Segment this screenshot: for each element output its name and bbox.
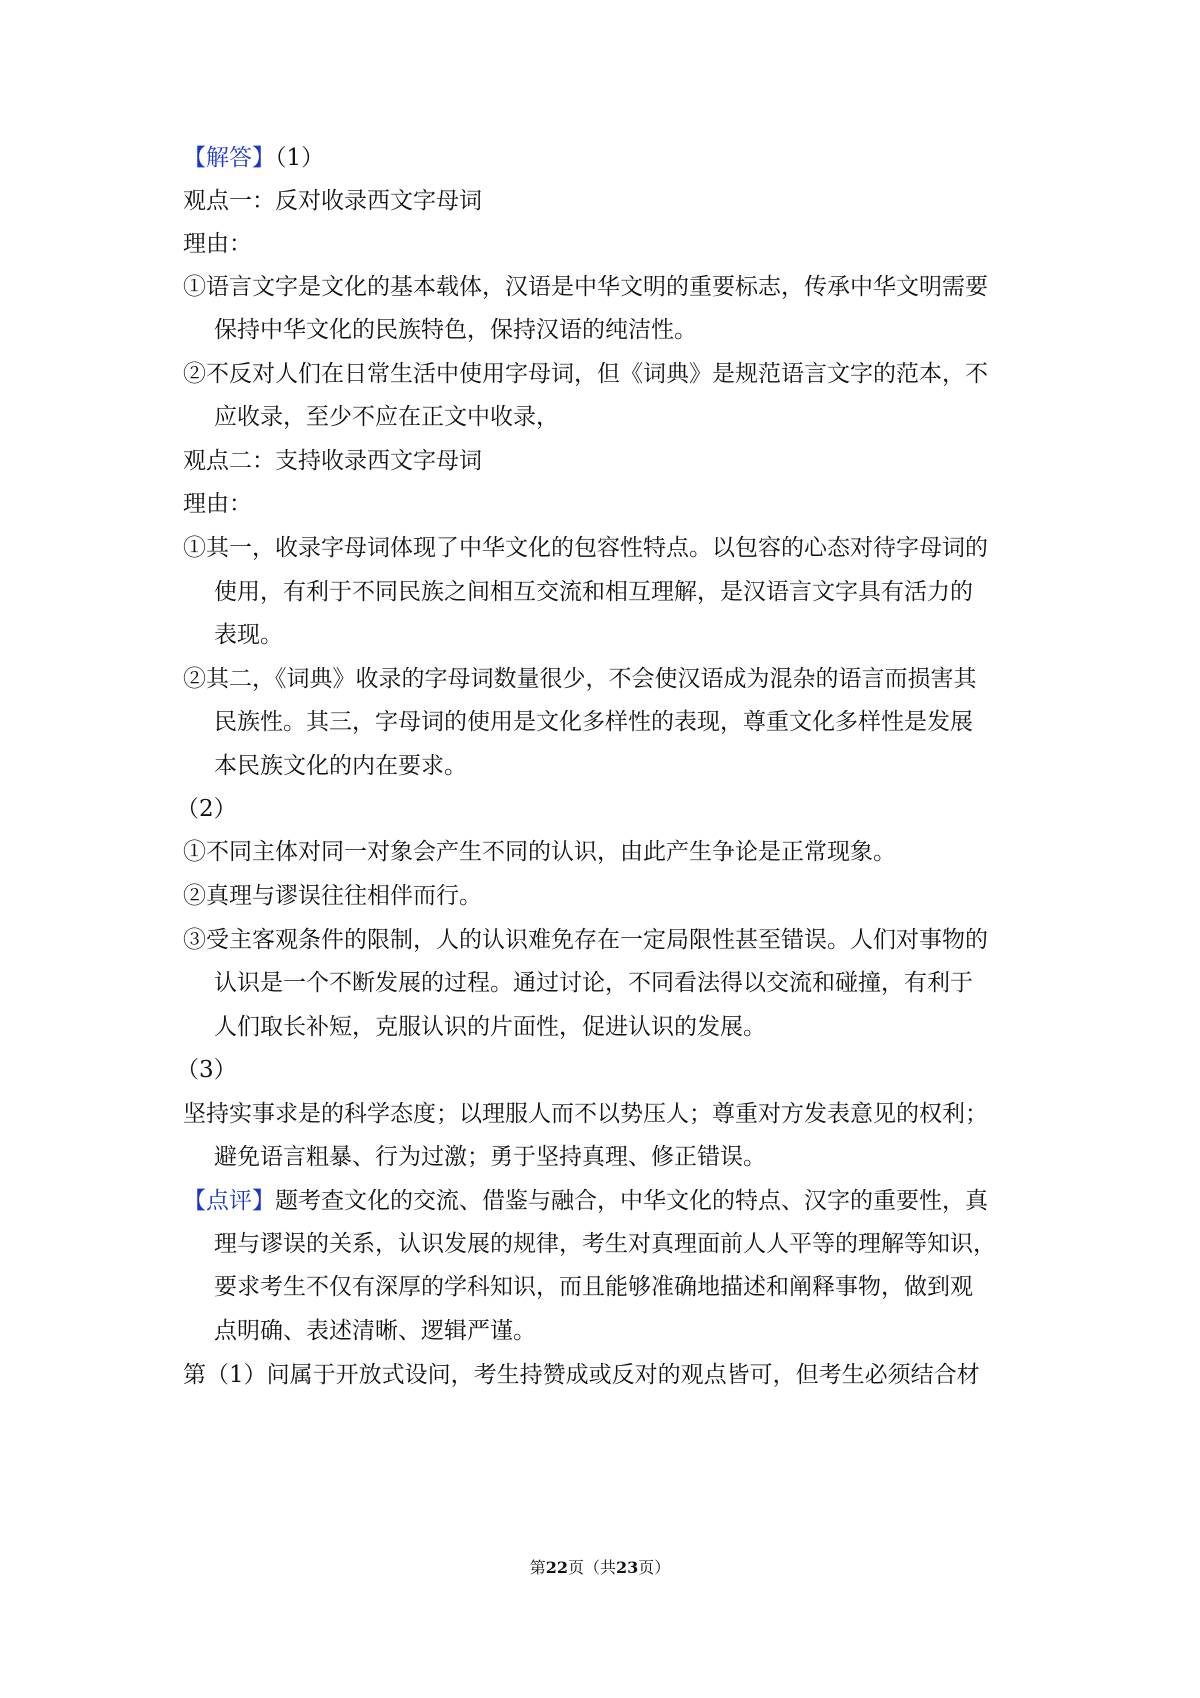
last-paragraph-line-1: 第（1）问属于开放式设问，考生持赞成或反对的观点皆可，但考生必须结合材	[183, 1362, 980, 1388]
view-1-reason-1-line-2: 保持中华文化的民族特色，保持汉语的纯洁性。	[214, 317, 697, 343]
part-2-point-3-line-1: ③受主客观条件的限制，人的认识难免存在一定局限性甚至错误。人们对事物的	[183, 927, 988, 953]
reason-label-2: 理由：	[183, 491, 252, 517]
reason-label-1: 理由：	[183, 231, 252, 257]
comment-line-1	[183, 1186, 1063, 1216]
answer-heading	[183, 143, 1063, 173]
view-1-reason-1-line-1: ①语言文字是文化的基本载体，汉语是中华文明的重要标志，传承中华文明需要	[183, 274, 988, 300]
view-1-reason-2-line-2: 应收录，至少不应在正文中收录，	[214, 404, 559, 430]
current-page-number: 22	[545, 1558, 568, 1577]
footer-middle: 页（共	[567, 1558, 616, 1577]
answer-tag: 【解答】	[183, 145, 275, 171]
view-1-title: 观点一：反对收录西文字母词	[183, 188, 482, 214]
view-2-reason-1-line-2: 使用，有利于不同民族之间相互交流和相互理解，是汉语言文字具有活力的	[214, 579, 973, 605]
page-footer	[0, 1558, 1200, 1578]
view-2-reason-1-line-3: 表现。	[214, 622, 283, 648]
part-2-point-1: ①不同主体对同一对象会产生不同的认识，由此产生争论是正常现象。	[183, 839, 896, 865]
comment-line-2: 理与谬误的关系，认识发展的规律，考生对真理面前人人平等的理解等知识，	[214, 1231, 996, 1257]
comment-line-4: 点明确、表述清晰、逻辑严谨。	[214, 1318, 536, 1344]
part-2-label: （2）	[176, 796, 237, 822]
view-2-reason-2-line-1: ②其二，《词典》收录的字母词数量很少，不会使汉语成为混杂的语言而损害其	[183, 666, 977, 692]
view-1-reason-2-line-1: ②不反对人们在日常生活中使用字母词，但《词典》是规范语言文字的范本，不	[183, 361, 988, 387]
part-3-label: （3）	[176, 1057, 237, 1083]
view-2-reason-1-line-1: ①其一，收录字母词体现了中华文化的包容性特点。以包容的心态对待字母词的	[183, 535, 988, 561]
view-2-title: 观点二：支持收录西文字母词	[183, 448, 482, 474]
part-3-line-1: 坚持实事求是的科学态度；以理服人而不以势压人；尊重对方发表意见的权利；	[183, 1101, 988, 1127]
comment-line-3: 要求考生不仅有深厚的学科知识，而且能够准确地描述和阐释事物，做到观	[214, 1274, 973, 1300]
footer-prefix: 第	[529, 1558, 546, 1577]
part-2-point-3-line-3: 人们取长补短，克服认识的片面性，促进认识的发展。	[214, 1014, 766, 1040]
view-2-reason-2-line-2: 民族性。其三，字母词的使用是文化多样性的表现，尊重文化多样性是发展	[214, 709, 973, 735]
footer-suffix: 页）	[638, 1558, 671, 1577]
view-2-reason-2-line-3: 本民族文化的内在要求。	[214, 753, 467, 779]
total-page-number: 23	[616, 1558, 639, 1577]
part-2-point-2: ②真理与谬误往往相伴而行。	[183, 883, 482, 909]
part-2-point-3-line-2: 认识是一个不断发展的过程。通过讨论，不同看法得以交流和碰撞，有利于	[214, 970, 973, 996]
part-3-line-2: 避免语言粗暴、行为过激；勇于坚持真理、修正错误。	[214, 1144, 766, 1170]
comment-text-1: 题考查文化的交流、借鉴与融合，中华文化的特点、汉字的重要性，真	[275, 1188, 988, 1214]
comment-tag: 【点评】	[183, 1188, 275, 1214]
part-1-label: （1）	[275, 145, 325, 171]
